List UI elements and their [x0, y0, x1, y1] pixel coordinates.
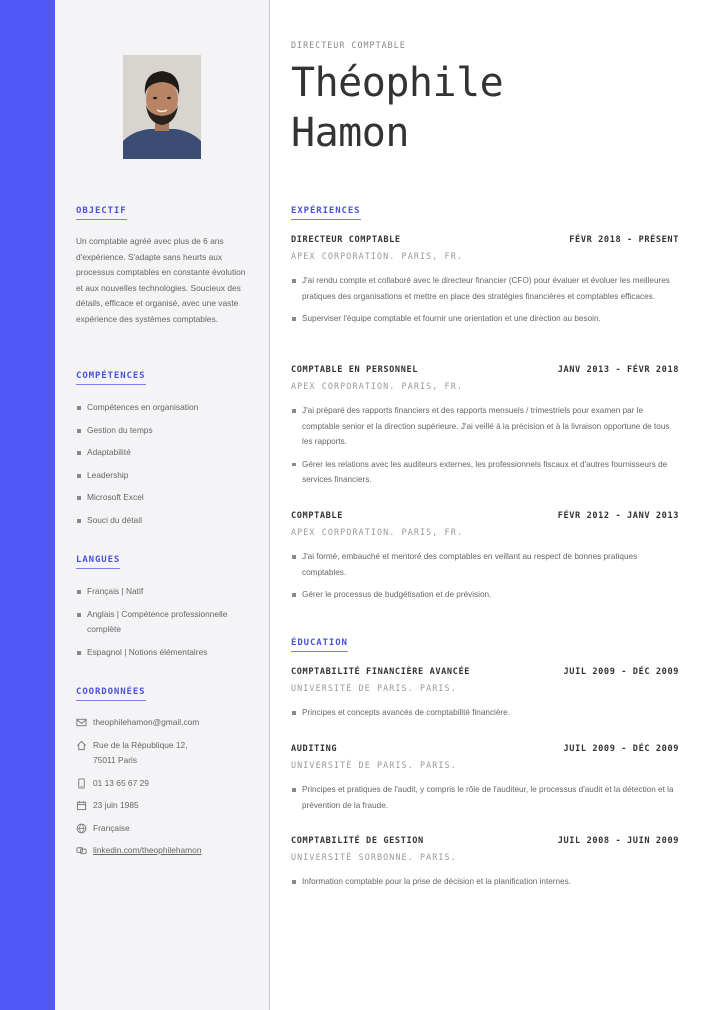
experience-entry: [291, 511, 679, 610]
skill-item: Adaptabilité: [76, 445, 252, 461]
experience-title: EXPÉRIENCES: [291, 206, 361, 220]
entry-bullet: Principes et pratiques de l'audit, y compris le rôle de l'auditeur, le processus d'audit et la détection et la prévention de la fraude.: [291, 782, 679, 813]
job-title: DIRECTEUR COMPTABLE: [291, 40, 406, 50]
first-name: Théophile: [291, 60, 504, 106]
entry-dates: JUIL 2008 - JUIN 2009: [557, 836, 679, 846]
skills-section: [76, 365, 252, 535]
entry-bullet: Principes et concepts avancés de comptabilité financière.: [291, 705, 679, 721]
globe-icon: [76, 823, 87, 834]
education-title: ÉDUCATION: [291, 638, 348, 652]
entry-bullet: Gérer le processus de budgétisation et de prévision.: [291, 587, 679, 603]
entry-degree: AUDITING: [291, 744, 338, 754]
entry-bullet: Gérer les relations avec les auditeurs externes, les professionnels fiscaux et d'autres fournisseurs de services financiers.: [291, 457, 679, 488]
entry-dates: FÉVR 2018 - PRÉSENT: [569, 235, 679, 245]
language-item: Français | Natif: [76, 584, 252, 600]
contact-nationality: [76, 821, 252, 837]
profile-photo: [123, 55, 201, 159]
last-name: Hamon: [291, 110, 409, 156]
contact-title: COORDONNÉES: [76, 687, 146, 701]
entry-dates: JUIL 2009 - DÉC 2009: [563, 667, 679, 677]
education-section: [291, 632, 679, 652]
objective-section: [76, 200, 252, 328]
entry-role: DIRECTEUR COMPTABLE: [291, 235, 401, 245]
entry-dates: FÉVR 2012 - JANV 2013: [557, 511, 679, 521]
language-item: Espagnol | Notions élémentaires: [76, 645, 252, 661]
skill-item: Microsoft Excel: [76, 490, 252, 506]
education-entry: [291, 836, 679, 897]
mail-icon: [76, 717, 87, 728]
skill-item: Leadership: [76, 468, 252, 484]
contact-email: [76, 715, 252, 731]
phone-text: 01 13 65 67 29: [93, 777, 149, 788]
entry-role: COMPTABLE: [291, 511, 343, 521]
phone-icon: [76, 778, 87, 789]
entry-dates: JANV 2013 - FÉVR 2018: [557, 365, 679, 375]
entry-org: APEX CORPORATION. PARIS, FR.: [291, 527, 463, 537]
link-icon: [76, 845, 87, 856]
contact-birthdate: [76, 798, 252, 814]
entry-degree: COMPTABILITÉ DE GESTION: [291, 836, 424, 846]
skills-title: COMPÉTENCES: [76, 371, 146, 385]
entry-bullet: Information comptable pour la prise de décision et la planification internes.: [291, 874, 679, 890]
home-icon: [76, 740, 87, 751]
main-content: [270, 0, 720, 1010]
experience-entry: [291, 365, 679, 495]
skill-item: Gestion du temps: [76, 423, 252, 439]
entry-bullet: J'ai rendu compte et collaboré avec le directeur financier (CFO) pour évaluer et évoluer les meilleures pratiques des organisations et mettre en place des stratégies financières et comptables efficaces.: [291, 273, 679, 304]
contact-linkedin: [76, 843, 252, 859]
sidebar: [55, 0, 269, 1010]
experience-entry: [291, 235, 679, 334]
entry-school: UNIVERSITÉ SORBONNE. PARIS.: [291, 852, 457, 862]
objective-text: Un comptable agréé avec plus de 6 ans d'expérience. S'adapte sans heurts aux processus comptables en constante évolution et aux nouvelles technologies. Soucieux des détails, efficace et organisé, avec une vaste expérience des systèmes comptables.: [76, 236, 246, 324]
nationality-text: Française: [93, 822, 130, 833]
contact-phone: [76, 776, 252, 792]
email-text: theophilehamon@gmail.com: [93, 717, 200, 727]
experience-section: [291, 200, 679, 220]
entry-org: APEX CORPORATION. PARIS, FR.: [291, 381, 463, 391]
address-line2: 75011 Paris: [93, 755, 138, 765]
skill-item: Souci du détail: [76, 513, 252, 529]
entry-bullet: J'ai formé, embauché et mentoré des comptables en veillant au respect de bonnes pratiques comptables.: [291, 549, 679, 580]
entry-dates: JUIL 2009 - DÉC 2009: [563, 744, 679, 754]
address-line1: Rue de la République 12,: [93, 739, 188, 750]
education-entry: [291, 667, 679, 728]
entry-bullet: Superviser l'équipe comptable et fournir une orientation et une direction au besoin.: [291, 311, 679, 327]
education-entry: [291, 744, 679, 820]
objective-title: OBJECTIF: [76, 206, 127, 220]
entry-role: COMPTABLE EN PERSONNEL: [291, 365, 419, 375]
linkedin-link[interactable]: linkedin.com/theophilehamon: [93, 845, 202, 855]
contact-address: [76, 738, 252, 769]
candidate-name: [291, 58, 503, 158]
accent-bar: [0, 0, 55, 1010]
entry-school: UNIVERSITÉ DE PARIS. PARIS.: [291, 760, 457, 770]
entry-school: UNIVERSITÉ DE PARIS. PARIS.: [291, 683, 457, 693]
contact-section: [76, 681, 252, 866]
entry-degree: COMPTABILITÉ FINANCIÈRE AVANCÉE: [291, 667, 470, 677]
skill-item: Compétences en organisation: [76, 400, 252, 416]
calendar-icon: [76, 800, 87, 811]
entry-bullet: J'ai préparé des rapports financiers et des rapports mensuels / trimestriels pour examen par le comptable senior et la direction supérieure. J'ai veillé à la précision et à la livraison opportune de tous les rapports.: [291, 403, 679, 450]
languages-title: LANGUES: [76, 555, 120, 569]
language-item: Anglais | Compétence professionnelle complète: [76, 607, 252, 638]
birthdate-text: 23 juin 1985: [93, 800, 139, 810]
entry-org: APEX CORPORATION. PARIS, FR.: [291, 251, 463, 261]
languages-section: [76, 549, 252, 667]
